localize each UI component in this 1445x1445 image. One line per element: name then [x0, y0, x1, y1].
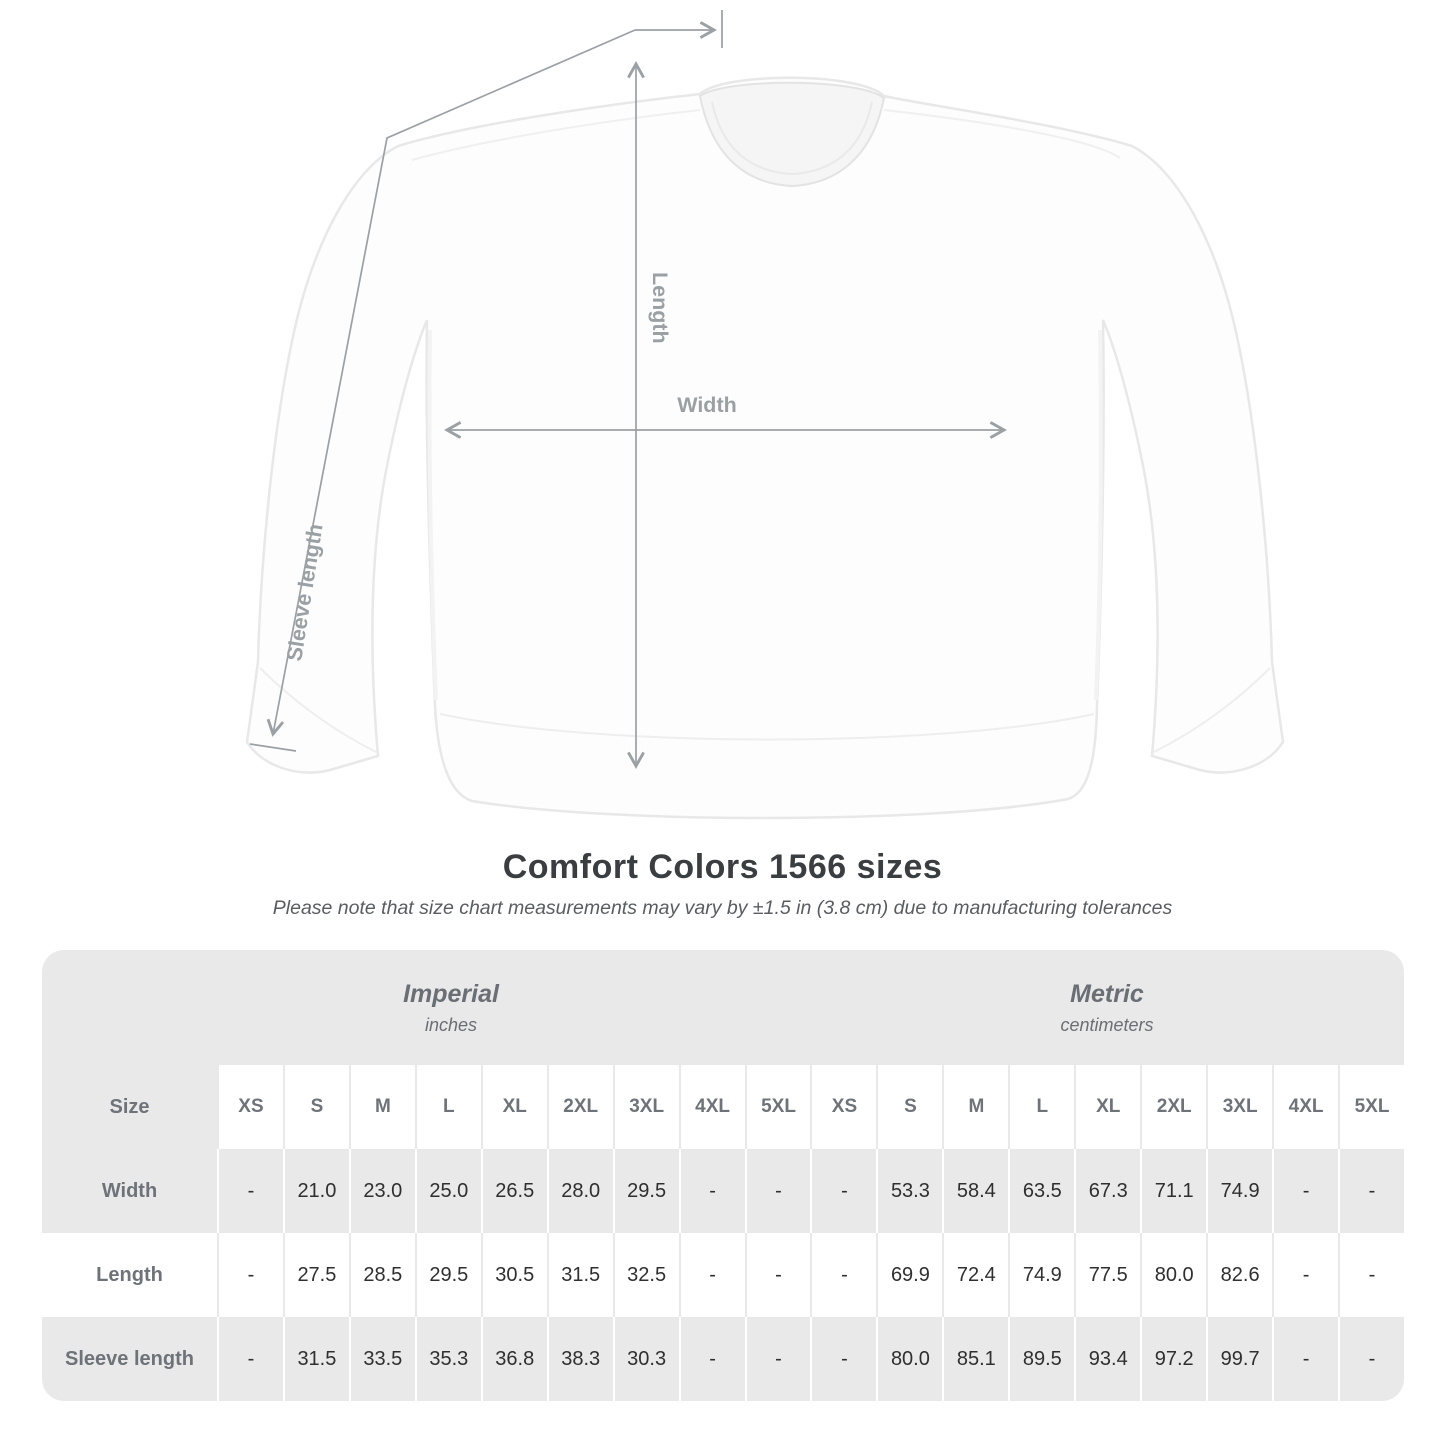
table-cell: 36.8 [481, 1317, 547, 1401]
metric-size-header: 5XL [1338, 1065, 1404, 1149]
imperial-group-title: Imperial [403, 979, 499, 1008]
imperial-size-header: M [349, 1065, 415, 1149]
imperial-size-header: XS [217, 1065, 283, 1149]
metric-size-header: XS [810, 1065, 876, 1149]
table-cell: 30.3 [613, 1317, 679, 1401]
sleeve-length-row [42, 1317, 1404, 1401]
table-cell: - [1338, 1317, 1404, 1401]
table-cell: 80.0 [876, 1317, 942, 1401]
table-cell: - [745, 1233, 811, 1317]
imperial-size-header: S [283, 1065, 349, 1149]
table-cell: - [217, 1149, 283, 1233]
imperial-group-unit: inches [424, 1014, 478, 1035]
row-label: Sleeve length [42, 1317, 217, 1401]
table-cell: 71.1 [1140, 1149, 1206, 1233]
length-label: Length [648, 272, 672, 344]
imperial-size-header: 2XL [547, 1065, 613, 1149]
table-cell: 33.5 [349, 1317, 415, 1401]
metric-size-header: 3XL [1206, 1065, 1272, 1149]
metric-size-header: XL [1074, 1065, 1140, 1149]
table-cell: - [1338, 1149, 1404, 1233]
table-cell: - [745, 1149, 811, 1233]
table-cell: 31.5 [283, 1317, 349, 1401]
table-cell: 77.5 [1074, 1233, 1140, 1317]
imperial-size-header: XL [481, 1065, 547, 1149]
table-cell: 35.3 [415, 1317, 481, 1401]
length-row [42, 1233, 1404, 1317]
row-label: Length [42, 1233, 217, 1317]
metric-group-title: Metric [1070, 979, 1144, 1008]
table-cell: - [1272, 1317, 1338, 1401]
table-cell: 63.5 [1008, 1149, 1074, 1233]
table-cell: 27.5 [283, 1233, 349, 1317]
table-cell: 26.5 [481, 1149, 547, 1233]
imperial-group-header [42, 950, 810, 1065]
table-cell: 74.9 [1008, 1233, 1074, 1317]
table-cell: 38.3 [547, 1317, 613, 1401]
metric-size-header: L [1008, 1065, 1074, 1149]
table-cell: 30.5 [481, 1233, 547, 1317]
imperial-size-header: 4XL [679, 1065, 745, 1149]
table-cell: 67.3 [1074, 1149, 1140, 1233]
width-label: Width [677, 393, 737, 417]
metric-group-header [810, 950, 1404, 1065]
imperial-size-header: 5XL [745, 1065, 811, 1149]
metric-size-header: 2XL [1140, 1065, 1206, 1149]
size-corner-label: Size [42, 1065, 217, 1149]
page-title: Comfort Colors 1566 sizes [502, 848, 943, 886]
size-chart-table [42, 950, 1404, 1402]
table-cell: 99.7 [1206, 1317, 1272, 1401]
table-cell: 23.0 [349, 1149, 415, 1233]
imperial-size-header: L [415, 1065, 481, 1149]
table-cell: - [745, 1317, 811, 1401]
table-cell: - [217, 1233, 283, 1317]
table-cell: - [679, 1233, 745, 1317]
table-cell: 97.2 [1140, 1317, 1206, 1401]
metric-size-header: 4XL [1272, 1065, 1338, 1149]
metric-size-header: M [942, 1065, 1008, 1149]
table-cell: 53.3 [876, 1149, 942, 1233]
table-cell: 28.0 [547, 1149, 613, 1233]
table-cell: - [810, 1317, 876, 1401]
table-cell: 80.0 [1140, 1233, 1206, 1317]
tolerance-note: Please note that size chart measurements may vary by ±1.5 in (3.8 cm) due to manufacturing tolerances [272, 897, 1173, 919]
row-label: Width [42, 1149, 217, 1233]
table-cell: 31.5 [547, 1233, 613, 1317]
size-header-row [42, 1065, 1404, 1149]
table-cell: 29.5 [415, 1233, 481, 1317]
table-cell: - [1272, 1233, 1338, 1317]
sleeve-length-label: Sleeve length [282, 522, 328, 663]
table-cell: 25.0 [415, 1149, 481, 1233]
metric-size-header: S [876, 1065, 942, 1149]
table-cell: - [1338, 1233, 1404, 1317]
table-cell: 69.9 [876, 1233, 942, 1317]
unit-group-header [42, 950, 1404, 1065]
table-cell: 28.5 [349, 1233, 415, 1317]
table-cell: 72.4 [942, 1233, 1008, 1317]
table-cell: - [679, 1317, 745, 1401]
table-cell: 82.6 [1206, 1233, 1272, 1317]
table-cell: 58.4 [942, 1149, 1008, 1233]
table-cell: 32.5 [613, 1233, 679, 1317]
table-cell: 21.0 [283, 1149, 349, 1233]
table-cell: - [679, 1149, 745, 1233]
table-cell: 89.5 [1008, 1317, 1074, 1401]
table-cell: 74.9 [1206, 1149, 1272, 1233]
table-cell: 93.4 [1074, 1317, 1140, 1401]
table-cell: - [810, 1149, 876, 1233]
imperial-size-header: 3XL [613, 1065, 679, 1149]
table-cell: - [810, 1233, 876, 1317]
width-row [42, 1149, 1404, 1233]
table-cell: 85.1 [942, 1317, 1008, 1401]
metric-group-unit: centimeters [1060, 1014, 1154, 1035]
table-cell: 29.5 [613, 1149, 679, 1233]
table-cell: - [217, 1317, 283, 1401]
sweatshirt-illustration [247, 78, 1283, 818]
table-cell: - [1272, 1149, 1338, 1233]
